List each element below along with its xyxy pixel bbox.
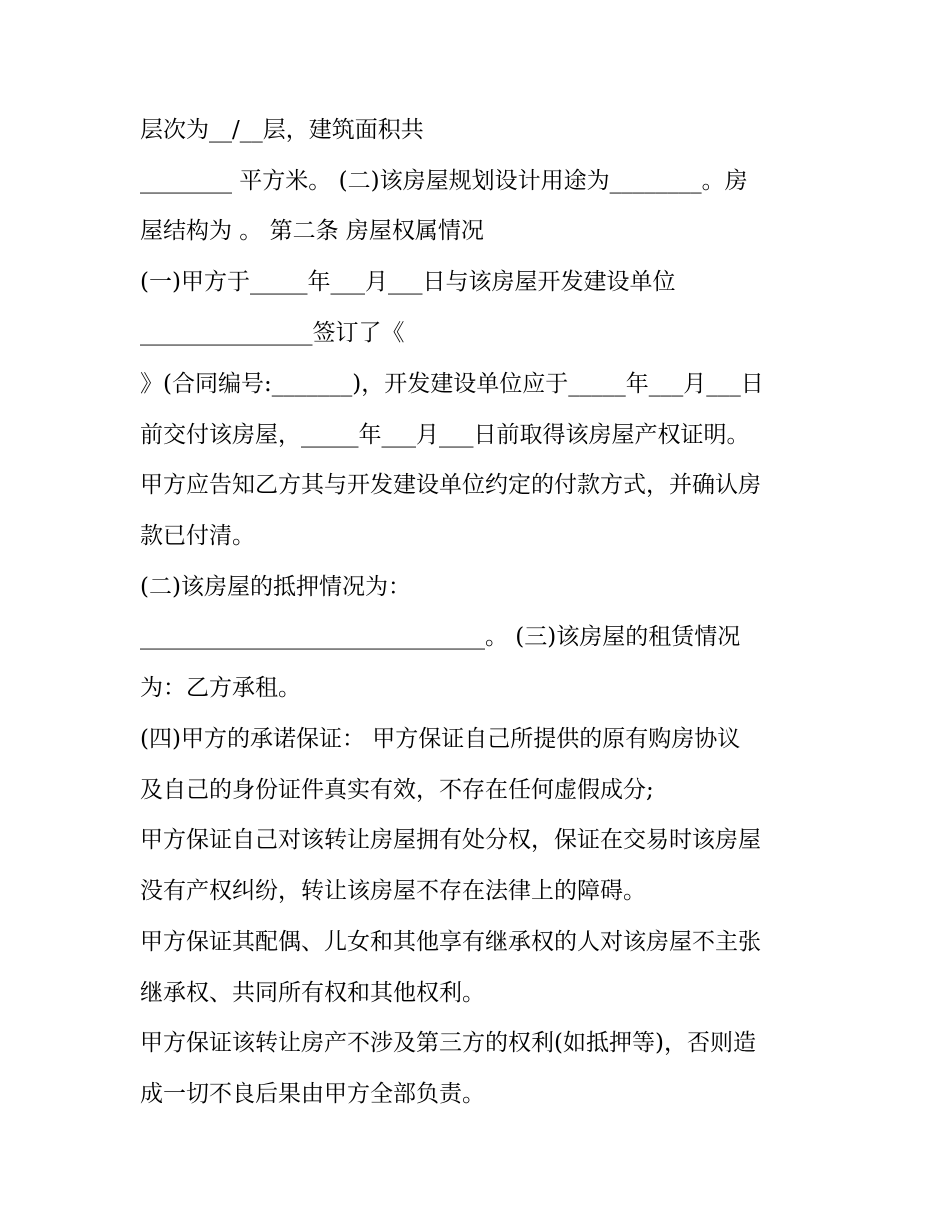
text-line: 甲方应告知乙方其与开发建设单位约定的付款方式，并确认房 <box>140 472 761 498</box>
text-line: 及自己的身份证件真实有效，不存在任何虚假成分; <box>140 777 654 803</box>
text-line: (一)甲方于_____年___月___日与该房屋开发建设单位 <box>140 269 676 295</box>
text-line: 前交付该房屋，_____年___月___日前取得该房屋产权证明。 <box>140 422 750 448</box>
text-line: (四)甲方的承诺保证： 甲方保证自己所提供的原有购房协议 <box>140 726 741 752</box>
text-line: (二)该房屋的抵押情况为： <box>140 574 411 600</box>
text-line: 为：乙方承租。 <box>140 675 301 701</box>
text-line: 没有产权纠纷，转让该房屋不存在法律上的障碍。 <box>140 878 646 904</box>
text-line: 甲方保证自己对该转让房屋拥有处分权，保证在交易时该房屋 <box>140 827 761 853</box>
text-line: 继承权、共同所有权和其他权利。 <box>140 980 485 1006</box>
text-line: _______________签订了《 <box>140 320 405 346</box>
text-line: 层次为__/__层，建筑面积共 <box>140 117 424 143</box>
text-line: 》(合同编号:_______)，开发建设单位应于_____年___月___日 <box>140 371 764 397</box>
text-line: 屋结构为 。 第二条 房屋权属情况 <box>140 218 484 244</box>
text-line: 甲方保证该转让房产不涉及第三方的权利(如抵押等)，否则造 <box>140 1030 756 1056</box>
text-line: ______________________________。 (三)该房屋的租赁情况 <box>140 624 741 650</box>
text-line: ________ 平方米。 (二)该房屋规划设计用途为________。房 <box>140 168 748 194</box>
text-line: 成一切不良后果由甲方全部负责。 <box>140 1081 485 1107</box>
text-line: 甲方保证其配偶、儿女和其他享有继承权的人对该房屋不主张 <box>140 929 761 955</box>
text-line: 款已付清。 <box>140 523 255 549</box>
